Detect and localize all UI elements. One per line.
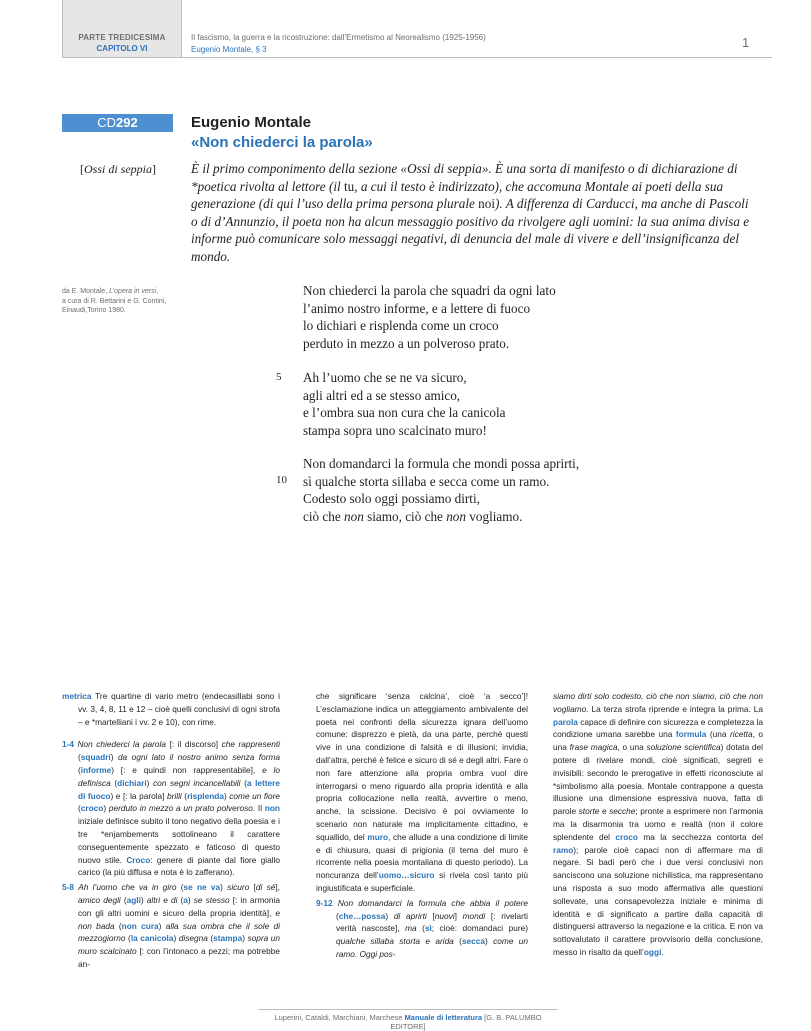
verse-12: ciò che non siamo, ciò che non vogliamo. — [303, 508, 523, 524]
verse-10: sì qualche storta sillaba e secca come un ramo. — [303, 473, 550, 489]
footer-publisher: [G. B. PALUMBO EDITORE] — [390, 1013, 542, 1031]
note-metrica-label: metrica — [62, 691, 92, 701]
header-subtitle[interactable]: Eugenio Montale, § 3 — [191, 45, 267, 54]
chapter-label: CAPITOLO VI — [96, 44, 148, 53]
author-title: Eugenio Montale — [191, 114, 311, 131]
line-number-10: 10 — [276, 474, 287, 486]
source-collection: [Ossi di seppia] — [80, 162, 157, 176]
reference-line-2: a cura di R. Bettarini e G. Contini, — [62, 297, 167, 305]
page-number: 1 — [742, 35, 750, 50]
verse-3: lo dichiari e risplenda come un croco — [303, 318, 499, 333]
cd-badge — [62, 114, 173, 132]
intro-paragraph: È il primo componimento della sezione «Ossi di seppia». È una sorta di manifesto o di dichiarazione di *poetica rivolta al lettore (il tu, a cui il testo è indirizzato), che accomuna Montale ai poeti della sua generazione (di qui l’uso della prima persona plurale noi). A differenza di Carducci, ma anche di Pascoli o di d’Annunzio, il poeta non ha alcun messaggio positivo da rivolgere agli uomini: la sua anima divisa e informe può comunicare solo messaggi negativi, di denuncia del male di vivere e dell’insignificanza del mondo. — [191, 161, 750, 264]
verse-7: e l’ombra sua non cura che la canicola — [303, 405, 506, 420]
note-9-12: 9-12 Non domandarci la formula che abbia il potere (che…possa) di aprirti [nuovi] mondi [: rivelarti verità nascoste], ma (sì; cioè: domandaci pure) qualche sillaba storta e arida (secca) come un ramo. Oggi pos- — [316, 897, 529, 959]
reference-line-1: da E. Montale, L’opera in versi, — [62, 288, 159, 295]
poem-title: «Non chiederci la parola» — [191, 134, 373, 151]
note-5-8: 5-8 Ah l’uomo che va in giro (se ne va) sicuro [di sé], amico degli (agli) altri e di (a) se stesso [: in armonia con gli altri uomini e sicuro della propria identità], e non bada (non cura) alla sua ombra che il sole di mezzogiorno (la canicola) disegna (stampa) sopra un muro scalcinato [: con l’intonaco a pezzi; ma potrebbe an- — [62, 882, 281, 969]
notes-column-1 — [62, 690, 280, 971]
note-1-4: 1-4 Non chiederci la parola [: il discorso] che rappresenti (squadri) da ogni lato il nostro animo senza forma (informe) [: e quindi non rappresentabile], e lo definisca (dichiari) con segni incancellabili (a lettere di fuoco) e [: la parola] brilli (risplenda) come un fiore (croco) perduto in mezzo a un prato polveroso. Il non iniziale definisce subito il tono negativo della poesia e i tre *enjambements sottolineano il carattere conseguentemente spezzato e faticoso di questo nuovo stile. Croco: genere di piante dal fiore giallo carico (la più diffusa e nota è lo zafferano). — [62, 739, 281, 878]
verse-5: Ah l’uomo che se ne va sicuro, — [303, 370, 467, 385]
footer-book: Manuale di letteratura — [404, 1013, 483, 1022]
notes-column-2 — [316, 690, 528, 961]
note-metrica-text: Tre quartine di vario metro (endecasillabi sono i vv. 3, 4, 8, 11 e 12 – cioè quelli conclusivi di ogni strofa – e *martelliani i vv. 2 e 10), con rime. — [78, 691, 280, 727]
verse-1: Non chiederci la parola che squadri da ogni lato — [303, 283, 556, 298]
cd-prefix: CD — [97, 115, 117, 130]
note-5-8-continued: che significare ‘senza calcina’, cioè ‘a secco’]! L’esclamazione indica un atteggiamento ambivalente del poeta nei confronti della sicurezza ignara dell’uomo comune: disprezzo e pietà, da una parte, perché questi vive in una condizione di falsità e di illusioni; invidia, dall’altra, perché è felice e sicuro di sé e degli altri. Fare o non fare attenzione alla propria ombra vuol dire interrogarsi o meno riguardo alla propria identità e alla propria collocazione nella realtà, avvertire o meno, anche, la scissione. Decisivo è poi ovviamente lo scenario non naturale ma implicitamente cittadino, e squallido, del muro, che allude a una condizione di limite e di chiusura, quasi di prigionia (il tema del muro è ricorrente nella poesia montaliana di questo periodo). La noncuranza dell’uomo…sicuro si rivela così tanto più ingiustificata e superficiale. — [316, 691, 528, 893]
footer — [258, 1013, 558, 1031]
verse-4: perduto in mezzo a un polveroso prato. — [303, 335, 510, 351]
footer-rule — [258, 1009, 558, 1010]
reference-note — [62, 287, 182, 316]
verse-2: l’animo nostro informe, e a lettere di fuoco — [303, 300, 531, 316]
verse-6: agli altri ed a se stesso amico, — [303, 387, 461, 403]
note-metrica — [62, 690, 280, 728]
cd-number: 292 — [116, 115, 138, 130]
verse-8: stampa sopra uno scalcinato muro! — [303, 422, 487, 438]
part-label: PARTE TREDICESIMA — [78, 33, 166, 42]
note-9-12-continued: siamo dirti solo codesto, ciò che non siamo, ciò che non vogliamo. La terza strofa riprende e integra la prima. La parola capace di definire con sicurezza e completezza la condizione umana sarebbe una formula (una ricetta, o una frase magica, o una soluzione scientifica) dotata del potere di rivelare mondi, cioè significati, segreti e invisibili: secondo le prerogative in effetti riconosciute al *simbolismo alla poesia. Montale contrappone a questa illusione una dimensione espressiva nuova, fatta di parole storte e secche; pronte a esprimere non l’armonia ma la disarmonia tra uomo e realtà (non il colore splendente del croco ma la secchezza contorta del ramo); parole cioè capaci non di affermare ma di negare. Si badi però che i due versi conclusivi non sanciscono una soluzione nichilistica, ma rappresentano una risposta a suo modo affermativa alle questioni sollevate, una consapevolezza iniziale e minima di identità e di significato a partire dalla capacità di distinguersi attraverso la negazione e la critica. E non va sottovalutato il carattere provvisorio della conclusione, messo in risalto da quell’oggi. — [553, 691, 764, 957]
header-title: Il fascismo, la guerra e la ricostruzione: dall’Ermetismo al Neorealismo (1925-1956) — [191, 33, 486, 42]
header-rule — [182, 57, 772, 58]
verse-11: Codesto solo oggi possiamo dirti, — [303, 491, 480, 506]
footer-authors: Luperini, Cataldi, Marchiani, Marchese — [274, 1013, 403, 1022]
verse-9: Non domandarci la formula che mondi possa aprirti, — [303, 456, 580, 471]
chapter-tab — [62, 0, 182, 58]
line-number-5: 5 — [276, 371, 282, 383]
reference-line-3: Einaudi,Torino 1980. — [62, 307, 126, 315]
notes-column-3 — [553, 690, 763, 959]
